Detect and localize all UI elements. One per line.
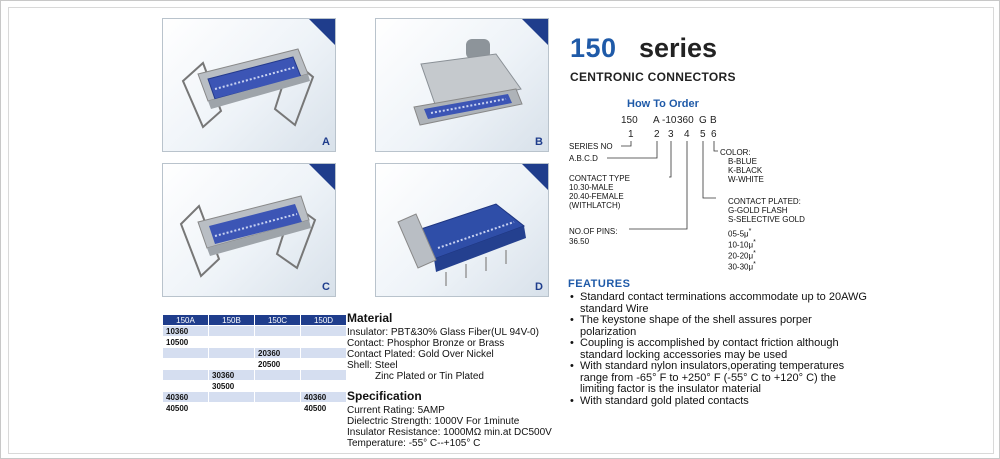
thickness-value bbox=[728, 260, 756, 272]
photo-150c bbox=[162, 163, 336, 297]
spec-line: Insulator Resistance: 1000MΩ min.at DC500V bbox=[347, 427, 552, 438]
table-cell: 40360 bbox=[301, 392, 347, 403]
table-cell bbox=[301, 370, 347, 381]
table-cell bbox=[209, 337, 255, 348]
table-header: 150A bbox=[163, 315, 209, 326]
table-row bbox=[163, 337, 347, 348]
table-cell bbox=[163, 381, 209, 392]
color-value: B-BLUE bbox=[728, 157, 757, 166]
table-cell bbox=[255, 370, 301, 381]
contact-type-label: CONTACT TYPE bbox=[569, 174, 630, 183]
table-cell: 30500 bbox=[209, 381, 255, 392]
table-cell bbox=[301, 348, 347, 359]
table-cell bbox=[209, 392, 255, 403]
material-line: Contact: Phosphor Bronze or Brass bbox=[347, 338, 505, 349]
contact-type-value: (WITHLATCH) bbox=[569, 201, 621, 210]
contact-type-value: 10.30-MALE bbox=[569, 183, 614, 192]
thickness-value bbox=[728, 238, 756, 250]
thickness-text: 10-10μ bbox=[728, 240, 754, 250]
feature-item: • Coupling is accomplished by contact friction although standard locking accessories may be used bbox=[568, 338, 868, 361]
corner-accent bbox=[308, 163, 336, 191]
table-row bbox=[163, 381, 347, 392]
table-header: 150C bbox=[255, 315, 301, 326]
table-cell bbox=[301, 381, 347, 392]
table-header: 150D bbox=[301, 315, 347, 326]
material-heading: Material bbox=[347, 311, 393, 325]
table-cell bbox=[255, 403, 301, 414]
table-cell: 10500 bbox=[163, 337, 209, 348]
corner-accent bbox=[308, 18, 336, 46]
table-cell bbox=[301, 326, 347, 337]
photo-150d bbox=[375, 163, 549, 297]
thickness-text: 30-30μ bbox=[728, 262, 754, 272]
table-cell bbox=[209, 348, 255, 359]
series-number: 150 bbox=[570, 33, 617, 63]
thickness-star: * bbox=[753, 250, 756, 257]
series-word: series bbox=[639, 33, 718, 63]
catalog-panel bbox=[8, 7, 994, 454]
photo-letter: C bbox=[322, 281, 330, 293]
thickness-text: 20-20μ bbox=[728, 251, 754, 261]
order-code: 360 bbox=[677, 115, 694, 126]
order-digit: 4 bbox=[684, 129, 690, 140]
order-digit: 1 bbox=[628, 129, 634, 140]
table-cell bbox=[255, 326, 301, 337]
material-line: Zinc Plated or Tin Plated bbox=[375, 371, 484, 382]
thickness-star: * bbox=[753, 261, 756, 268]
order-code: A bbox=[653, 115, 660, 126]
spec-line: Dielectric Strength: 1000V For 1minute bbox=[347, 416, 520, 427]
table-cell bbox=[209, 403, 255, 414]
page-subtitle: CENTRONIC CONNECTORS bbox=[570, 70, 736, 84]
table-row bbox=[163, 370, 347, 381]
table-cell bbox=[163, 348, 209, 359]
table-cell: 30360 bbox=[209, 370, 255, 381]
color-value: W-WHITE bbox=[728, 175, 764, 184]
table-cell bbox=[301, 359, 347, 370]
part-number-table bbox=[162, 314, 347, 414]
table-cell bbox=[255, 337, 301, 348]
plated-value: S-SELECTIVE GOLD bbox=[728, 215, 805, 224]
table-row bbox=[163, 403, 347, 414]
pins-value: 36.50 bbox=[569, 237, 590, 246]
order-digit: 5 bbox=[700, 129, 706, 140]
photo-letter: A bbox=[322, 136, 330, 148]
features-list bbox=[568, 292, 868, 407]
corner-accent bbox=[521, 18, 549, 46]
order-digit: 3 bbox=[668, 129, 674, 140]
order-code: B bbox=[710, 115, 717, 126]
photo-letter: D bbox=[535, 281, 543, 293]
spec-line: Current Rating: 5AMP bbox=[347, 405, 445, 416]
order-code: 150 bbox=[621, 115, 638, 126]
color-value: K-BLACK bbox=[728, 166, 763, 175]
order-code: G bbox=[699, 115, 707, 126]
material-line: Insulator: PBT&30% Glass Fiber(UL 94V-0) bbox=[347, 327, 539, 338]
table-cell: 20360 bbox=[255, 348, 301, 359]
feature-item: • The keystone shape of the shell assures porper polarization bbox=[568, 315, 868, 338]
feature-item: • With standard gold plated contacts bbox=[568, 396, 868, 408]
order-digit: 2 bbox=[654, 129, 660, 140]
spec-line: Temperature: -55° C--+105° C bbox=[347, 438, 481, 449]
how-to-order-heading: How To Order bbox=[627, 98, 699, 110]
thickness-text: 05-5μ bbox=[728, 229, 749, 239]
material-line: Contact Plated: Gold Over Nickel bbox=[347, 349, 494, 360]
corner-accent bbox=[521, 163, 549, 191]
table-cell: 40360 bbox=[163, 392, 209, 403]
table-cell: 10360 bbox=[163, 326, 209, 337]
specification-heading: Specification bbox=[347, 389, 422, 403]
table-header-row bbox=[163, 315, 347, 326]
thickness-value bbox=[728, 227, 751, 239]
features-heading: FEATURES bbox=[568, 278, 631, 290]
photo-150a bbox=[162, 18, 336, 152]
contact-type-value: 20.40-FEMALE bbox=[569, 192, 624, 201]
table-cell: 40500 bbox=[301, 403, 347, 414]
table-cell bbox=[163, 370, 209, 381]
table-cell bbox=[209, 359, 255, 370]
order-digit: 6 bbox=[711, 129, 717, 140]
table-cell: 20500 bbox=[255, 359, 301, 370]
material-line: Shell: Steel bbox=[347, 360, 398, 371]
photo-letter: B bbox=[535, 136, 543, 148]
order-code: -10 bbox=[662, 115, 677, 126]
thickness-star: * bbox=[748, 228, 752, 235]
feature-item: • Standard contact terminations accommodate up to 20AWG standard Wire bbox=[568, 292, 868, 315]
table-cell bbox=[301, 337, 347, 348]
table-cell bbox=[209, 326, 255, 337]
plated-value: G-GOLD FLASH bbox=[728, 206, 788, 215]
table-header: 150B bbox=[209, 315, 255, 326]
table-cell bbox=[255, 381, 301, 392]
thickness-value bbox=[728, 249, 756, 261]
table-row bbox=[163, 359, 347, 370]
table-cell bbox=[163, 359, 209, 370]
table-cell: 40500 bbox=[163, 403, 209, 414]
series-no-label: SERIES NO bbox=[569, 142, 613, 151]
thickness-star: * bbox=[753, 239, 756, 246]
table-row bbox=[163, 326, 347, 337]
photo-150b bbox=[375, 18, 549, 152]
table-row bbox=[163, 348, 347, 359]
table-row bbox=[163, 392, 347, 403]
plated-label: CONTACT PLATED: bbox=[728, 197, 801, 206]
abcd-label: A.B.C.D bbox=[569, 154, 598, 163]
color-label: COLOR: bbox=[720, 148, 751, 157]
pins-label: NO.OF PINS: bbox=[569, 227, 618, 236]
feature-item: • With standard nylon insulators,operating temperatures range from -65° F to +250° F (-55° C to +120° C) the limiting factor is the insulator material bbox=[568, 361, 868, 396]
table-cell bbox=[255, 392, 301, 403]
